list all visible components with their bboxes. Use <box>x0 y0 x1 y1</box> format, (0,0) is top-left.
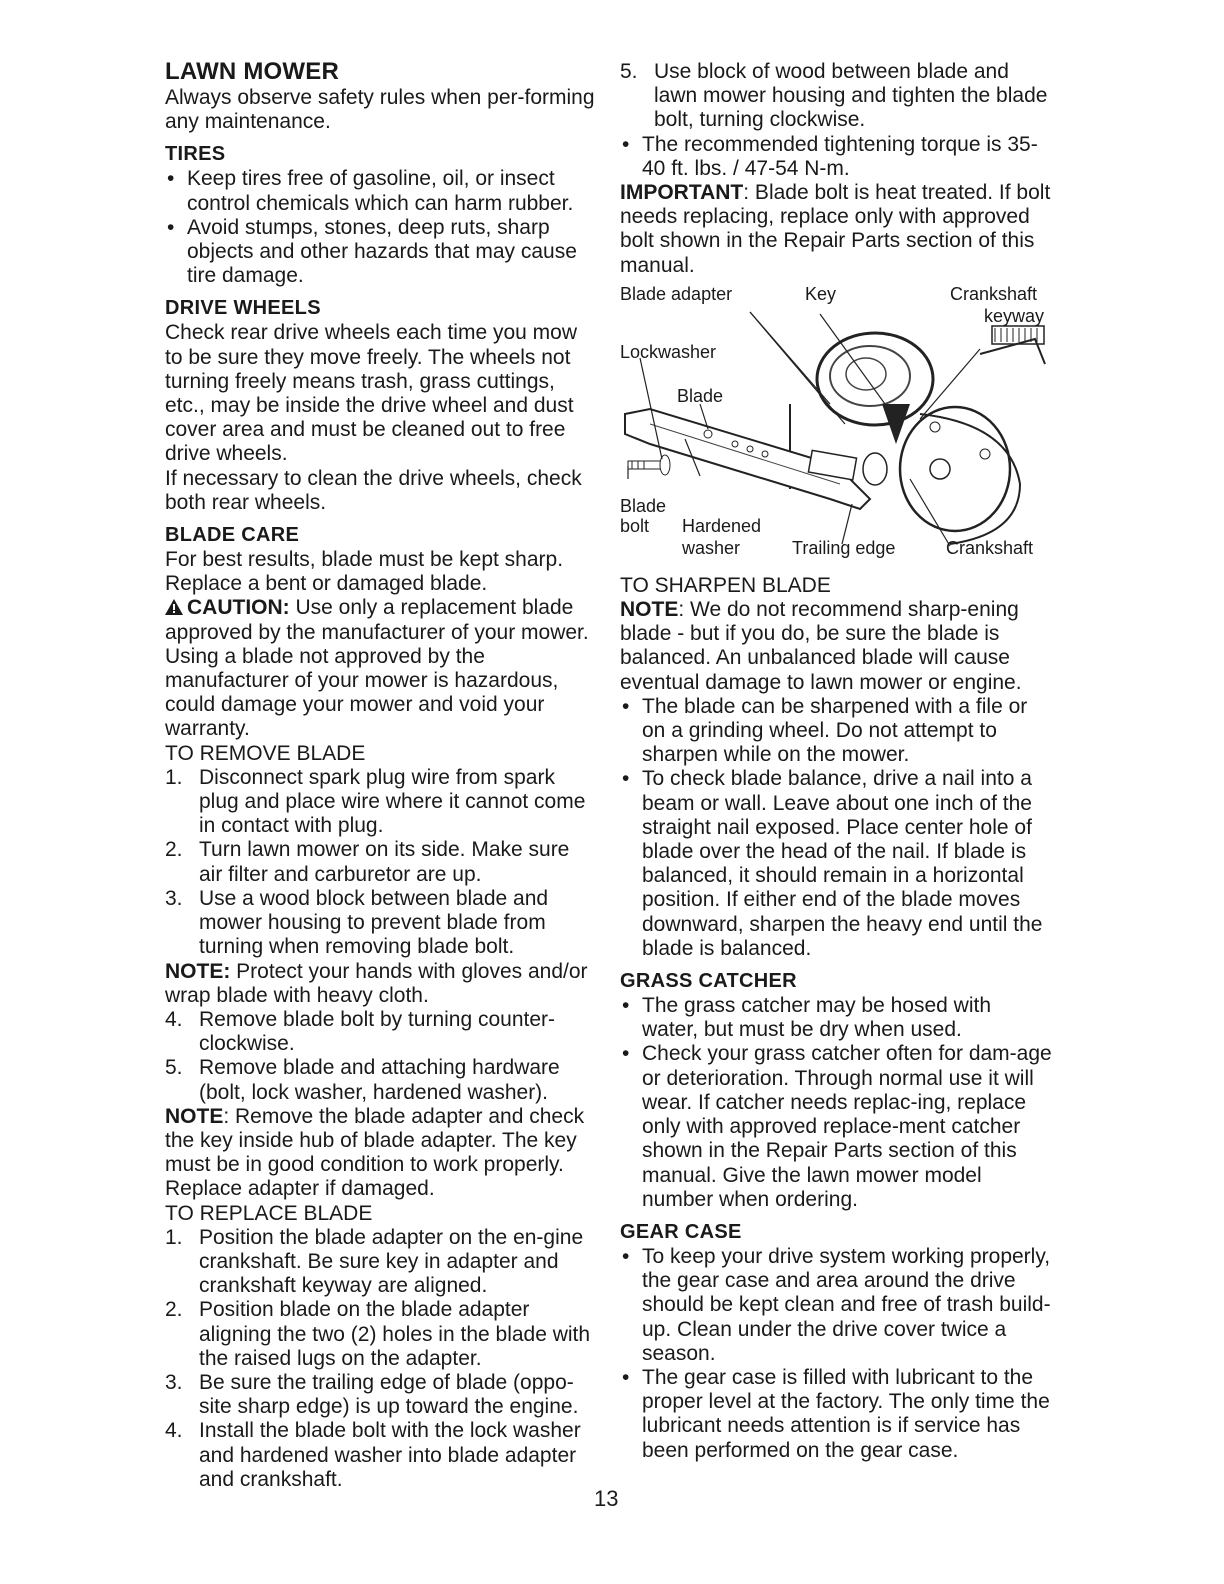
label-hardened-washer-2: washer <box>682 537 741 558</box>
important-note: IMPORTANT: Blade bolt is heat treated. If bolt needs replacing, replace only with approved bolt shown in the Repair Parts section of this manual. <box>620 181 1051 277</box>
label-blade: Blade <box>677 385 724 406</box>
left-column <box>165 58 595 1492</box>
caution-label: CAUTION: <box>187 596 290 620</box>
remove-blade-heading: TO REMOVE BLADE <box>165 741 366 765</box>
list-item: 4. Install the blade bolt with the lock washer and hardened washer into blade adapter and crankshaft. <box>165 1419 581 1491</box>
sharpen-blade-heading: TO SHARPEN BLADE <box>620 573 831 597</box>
list-item: 1. Disconnect spark plug wire from spark plug and place wire where it cannot come in contact with plug. <box>165 765 586 838</box>
caution-text: Use only a replacement blade approved by the manufacturer of your mower. Using a blade not approved by the manufacturer of your mower is hazardous, could damage your mower and void your warranty. <box>165 596 589 741</box>
tires-bullet: • Avoid stumps, stones, deep ruts, sharp objects and other hazards that may cause tire damage. <box>165 216 595 289</box>
list-item: 2. Position blade on the blade adapter aligning the two (2) holes in the blade with the raised lugs on the adapter. <box>165 1298 591 1370</box>
label-lockwasher: Lockwasher <box>620 341 717 362</box>
caution-paragraph <box>165 596 595 741</box>
tires-bullet: • Keep tires free of gasoline, oil, or insect control chemicals which can harm rubber. <box>165 167 595 215</box>
note-gloves: NOTE: Protect your hands with gloves and/or wrap blade with heavy cloth. <box>165 959 588 1007</box>
heading-drive-wheels: DRIVE WHEELS <box>165 297 321 320</box>
grass-catcher-bullet: • The grass catcher may be hosed with water, but must be dry when used. <box>620 994 1052 1042</box>
blade-assembly-diagram <box>620 284 1052 574</box>
label-blade-bolt-2: bolt <box>620 515 650 536</box>
replace-blade-heading: TO REPLACE BLADE <box>165 1201 373 1225</box>
label-crankshaft-keyway-1: Crankshaft <box>950 283 1038 304</box>
gear-case-bullet: • The gear case is filled with lubricant to the proper level at the factory. The only time the lubricant needs attention is if service has been performed on the gear case. <box>620 1366 1052 1463</box>
torque-bullet: • The recommended tightening torque is 35-40 ft. lbs. / 47-54 N-m. <box>620 133 1052 181</box>
list-item: 3. Use a wood block between blade and mower housing to prevent blade from turning when removing blade bolt. <box>165 886 549 959</box>
heading-tires: TIRES <box>165 143 226 166</box>
label-blade-adapter: Blade adapter <box>620 283 733 304</box>
right-column <box>620 60 1052 1463</box>
warning-triangle-icon <box>165 599 183 615</box>
label-crankshaft: Crankshaft <box>946 537 1034 558</box>
page-number: 13 <box>594 1486 619 1511</box>
list-item: 3. Be sure the trailing edge of blade (oppo-site sharp edge) is up toward the engine. <box>165 1370 579 1419</box>
list-item: 4. Remove blade bolt by turning counter-clockwise. <box>165 1007 556 1056</box>
sharpen-bullet: • The blade can be sharpened with a file or on a grinding wheel. Do not attempt to sharpen while on the mower. <box>620 695 1052 768</box>
gear-case-bullet: • To keep your drive system working properly, the gear case and area around the drive should be kept clean and free of trash build-up. Clean under the drive cover twice a season. <box>620 1245 1052 1366</box>
label-crankshaft-keyway-2: keyway <box>984 305 1045 326</box>
drive-wheels-text-2: If necessary to clean the drive wheels, check both rear wheels. <box>165 466 582 514</box>
note-adapter: NOTE: Remove the blade adapter and check the key inside hub of blade adapter. The key must be in good condition to work properly. Replace adapter if damaged. <box>165 1104 585 1201</box>
list-item: 1. Position the blade adapter on the en-gine crankshaft. Be sure key in adapter and crankshaft keyway are aligned. <box>165 1225 584 1298</box>
label-blade-bolt-1: Blade <box>620 495 667 516</box>
heading-blade-care: BLADE CARE <box>165 524 300 547</box>
blade-care-text: For best results, blade must be kept sharp. Replace a bent or damaged blade. <box>165 548 564 596</box>
label-trailing-edge: Trailing edge <box>792 537 896 558</box>
sharpen-bullet: • To check blade balance, drive a nail into a beam or wall. Leave about one inch of the straight nail exposed. Place center hole of blade over the head of the nail. If blade is balanced, it should remain in a horizontal position. If either end of the blade moves downward, sharpen the heavy end until the blade is balanced. <box>620 767 1052 961</box>
label-key: Key <box>805 283 837 304</box>
heading-gear-case: GEAR CASE <box>620 1220 742 1243</box>
drive-wheels-text: Check rear drive wheels each time you mow to be sure they move freely. The wheels not turning freely means trash, grass cuttings, etc., may be inside the drive wheel and dust cover area and must be cleaned out to free drive wheels. <box>165 321 578 466</box>
section-title-lawn-mower: LAWN MOWER <box>165 58 339 85</box>
list-item: 5. Remove blade and attaching hardware (bolt, lock washer, hardened washer). <box>165 1056 560 1104</box>
heading-grass-catcher: GRASS CATCHER <box>620 970 797 993</box>
grass-catcher-bullet: • Check your grass catcher often for dam-age or deterioration. Through normal use it will wear. If catcher needs replac-ing, replace only with approved replace-ment catcher shown in the Repair Parts section of this manual. Give the lawn mower model number when ordering. <box>620 1042 1052 1211</box>
list-item: 2. Turn lawn mower on its side. Make sure air filter and carburetor are up. <box>165 838 570 886</box>
label-hardened-washer-1: Hardened <box>682 515 762 536</box>
intro-text: Always observe safety rules when per-forming any maintenance. <box>165 86 595 134</box>
note-sharpen: NOTE: We do not recommend sharp-ening blade - but if you do, be sure the blade is balanced. An unbalanced blade will cause eventual damage to lawn mower or engine. <box>620 598 1022 694</box>
list-item: 5. Use block of wood between blade and lawn mower housing and tighten the blade bolt, turning clockwise. <box>620 60 1048 132</box>
